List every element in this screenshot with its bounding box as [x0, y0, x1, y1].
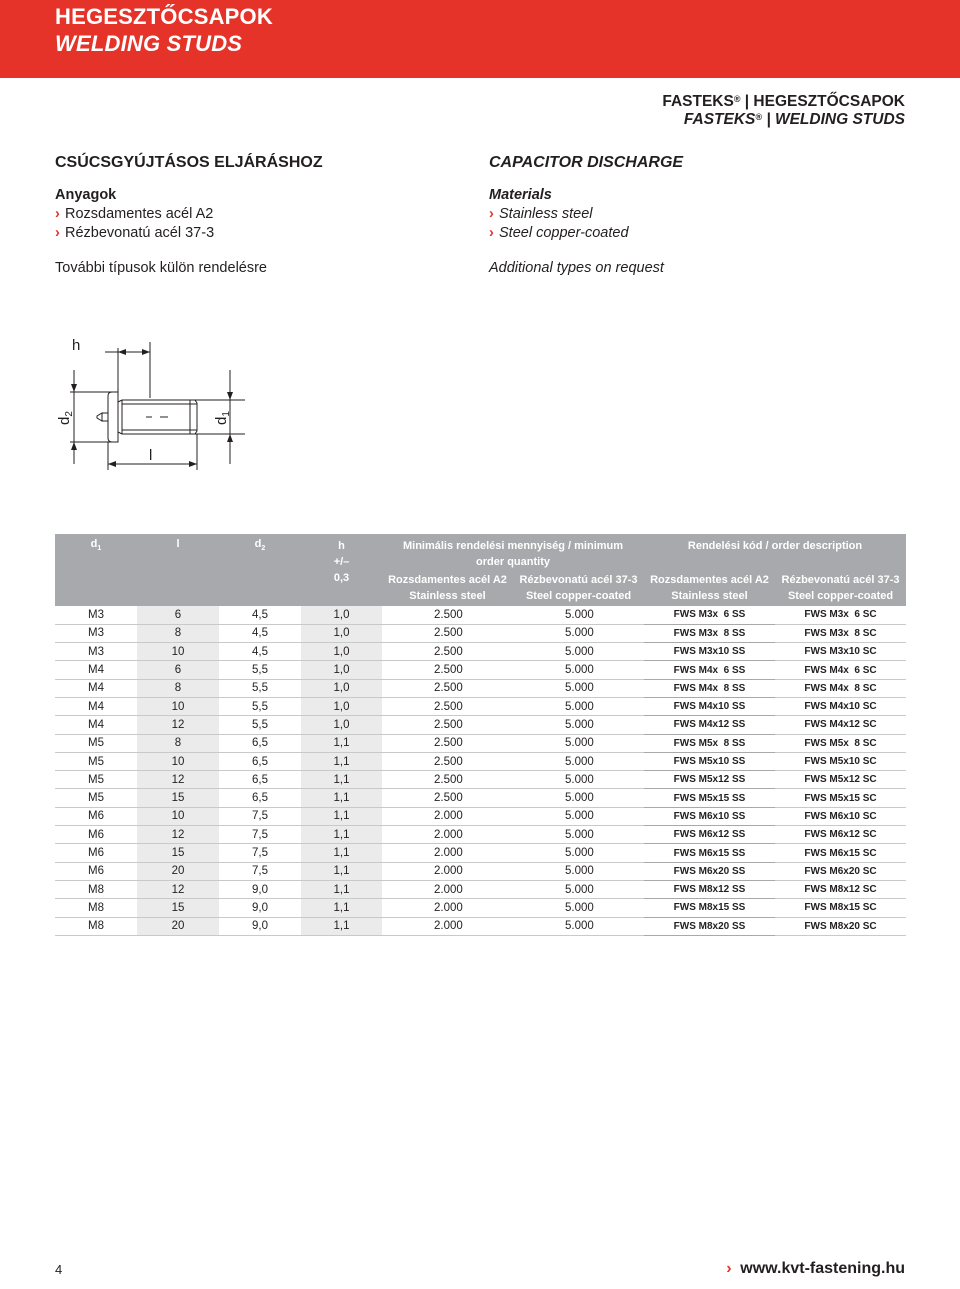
cell-h: 1,1 — [301, 789, 382, 807]
cell-code-copper: FWS M3x 8 SC — [775, 624, 906, 642]
cell-h: 1,1 — [301, 844, 382, 862]
cell-qty-copper: 5.000 — [513, 826, 644, 844]
cell-h: 1,0 — [301, 606, 382, 624]
cell-l: 10 — [137, 807, 219, 825]
material-item — [55, 224, 323, 243]
cell-code-copper: FWS M6x10 SC — [775, 807, 906, 825]
cell-d1: M6 — [55, 862, 137, 880]
cell-h: 1,0 — [301, 679, 382, 697]
cell-qty-copper: 5.000 — [513, 789, 644, 807]
cell-code-copper: FWS M6x20 SC — [775, 862, 906, 880]
cell-d2: 7,5 — [219, 807, 301, 825]
cell-d2: 7,5 — [219, 826, 301, 844]
cell-h: 1,0 — [301, 661, 382, 679]
cell-qty-stainless: 2.500 — [382, 734, 513, 752]
cell-qty-stainless: 2.500 — [382, 679, 513, 697]
cell-qty-copper: 5.000 — [513, 771, 644, 789]
cell-d2: 9,0 — [219, 899, 301, 917]
cell-l: 15 — [137, 844, 219, 862]
cell-code-stainless: FWS M6x20 SS — [644, 862, 775, 880]
cell-code-copper: FWS M8x20 SC — [775, 917, 906, 935]
cell-code-stainless: FWS M3x10 SS — [644, 643, 775, 661]
brand-name: FASTEKS — [683, 111, 756, 128]
label-d2-sub: 2 — [64, 411, 75, 417]
cell-d2: 4,5 — [219, 624, 301, 642]
cell-d2: 6,5 — [219, 752, 301, 770]
cell-d2: 4,5 — [219, 643, 301, 661]
cell-qty-stainless: 2.500 — [382, 716, 513, 734]
cell-qty-copper: 5.000 — [513, 716, 644, 734]
cell-code-stainless: FWS M8x12 SS — [644, 880, 775, 898]
table-row — [55, 679, 906, 697]
cell-d2: 9,0 — [219, 917, 301, 935]
cell-l: 12 — [137, 880, 219, 898]
note: Additional types on request — [489, 260, 664, 276]
cell-d1: M8 — [55, 917, 137, 935]
cell-code-copper: FWS M8x15 SC — [775, 899, 906, 917]
material-label: Rézbevonatú acél 37-3 — [65, 225, 215, 241]
cell-d2: 7,5 — [219, 844, 301, 862]
cell-l: 10 — [137, 697, 219, 715]
cell-h: 1,1 — [301, 917, 382, 935]
website-label: www.kvt-fastening.hu — [740, 1260, 905, 1277]
cell-d2: 5,5 — [219, 697, 301, 715]
table-row — [55, 789, 906, 807]
cell-code-stainless: FWS M5x15 SS — [644, 789, 775, 807]
cell-qty-copper: 5.000 — [513, 880, 644, 898]
cell-qty-stainless: 2.500 — [382, 771, 513, 789]
cell-qty-copper: 5.000 — [513, 697, 644, 715]
cell-code-copper: FWS M8x12 SC — [775, 880, 906, 898]
table-row — [55, 661, 906, 679]
cell-l: 8 — [137, 734, 219, 752]
cell-h: 1,1 — [301, 771, 382, 789]
cell-qty-stainless: 2.500 — [382, 624, 513, 642]
cell-code-stainless: FWS M5x12 SS — [644, 771, 775, 789]
banner-title-en: WELDING STUDS — [55, 31, 243, 56]
banner-title-hu: HEGESZTŐCSAPOK — [55, 4, 273, 29]
cell-qty-stainless: 2.000 — [382, 899, 513, 917]
cell-qty-stainless: 2.000 — [382, 880, 513, 898]
page-number: 4 — [55, 1262, 63, 1277]
header-l: l — [137, 534, 219, 606]
label-d1-sub: 1 — [221, 411, 232, 417]
brand-rest: | WELDING STUDS — [762, 111, 905, 128]
table-row — [55, 844, 906, 862]
section-title: CAPACITOR DISCHARGE — [489, 154, 684, 171]
cell-d1: M4 — [55, 716, 137, 734]
cell-code-stainless: FWS M4x12 SS — [644, 716, 775, 734]
svg-text:d2 — [56, 411, 75, 425]
cell-code-copper: FWS M6x12 SC — [775, 826, 906, 844]
cell-h: 1,1 — [301, 862, 382, 880]
registered-mark: ® — [733, 94, 741, 104]
cell-d1: M3 — [55, 643, 137, 661]
bullet-icon: › — [55, 225, 60, 241]
cell-d1: M5 — [55, 789, 137, 807]
label-l: l — [149, 447, 153, 464]
cell-h: 1,1 — [301, 752, 382, 770]
brand-name: FASTEKS — [662, 93, 734, 110]
cell-d1: M8 — [55, 899, 137, 917]
bullet-icon: › — [55, 206, 60, 222]
cell-d2: 6,5 — [219, 789, 301, 807]
column-en — [489, 154, 683, 276]
cell-l: 6 — [137, 606, 219, 624]
materials-title: Materials — [489, 187, 552, 203]
cell-qty-stainless: 2.000 — [382, 826, 513, 844]
bullet-icon: › — [489, 225, 494, 241]
cell-qty-copper: 5.000 — [513, 624, 644, 642]
cell-d1: M4 — [55, 697, 137, 715]
note: További típusok külön rendelésre — [55, 260, 267, 276]
cell-l: 12 — [137, 771, 219, 789]
cell-code-stainless: FWS M8x20 SS — [644, 917, 775, 935]
cell-l: 10 — [137, 752, 219, 770]
cell-qty-stainless: 2.500 — [382, 697, 513, 715]
svg-text:d1 — [213, 411, 232, 425]
cell-qty-stainless: 2.000 — [382, 917, 513, 935]
cell-d2: 6,5 — [219, 734, 301, 752]
cell-l: 8 — [137, 679, 219, 697]
column-hu — [55, 154, 323, 276]
header-sub-stainless-qty: Rozsdamentes acél A2 Stainless steel — [382, 572, 513, 606]
header-d1: $d_1$ — [55, 534, 137, 606]
label-h: h — [72, 337, 81, 354]
cell-l: 12 — [137, 716, 219, 734]
header-order-code: Rendelési kód / order description — [644, 534, 906, 572]
cell-qty-stainless: 2.500 — [382, 752, 513, 770]
cell-code-stainless: FWS M6x15 SS — [644, 844, 775, 862]
cell-qty-stainless: 2.000 — [382, 807, 513, 825]
table-row — [55, 862, 906, 880]
table-row — [55, 917, 906, 935]
cell-h: 1,1 — [301, 899, 382, 917]
header-h: h +/– 0,3 — [301, 534, 382, 606]
cell-qty-stainless: 2.500 — [382, 606, 513, 624]
cell-qty-copper: 5.000 — [513, 844, 644, 862]
cell-code-stainless: FWS M5x 8 SS — [644, 734, 775, 752]
cell-code-copper: FWS M4x10 SC — [775, 697, 906, 715]
cell-code-copper: FWS M5x 8 SC — [775, 734, 906, 752]
cell-d1: M6 — [55, 826, 137, 844]
cell-qty-copper: 5.000 — [513, 899, 644, 917]
cell-h: 1,1 — [301, 826, 382, 844]
cell-qty-copper: 5.000 — [513, 752, 644, 770]
stud-table-body — [55, 606, 906, 935]
bullet-icon: › — [726, 1260, 732, 1277]
header-min-qty: Minimális rendelési mennyiség / minimum order quantity — [382, 534, 644, 572]
cell-l: 8 — [137, 624, 219, 642]
cell-qty-copper: 5.000 — [513, 606, 644, 624]
stud-table — [55, 534, 906, 936]
cell-code-copper: FWS M5x15 SC — [775, 789, 906, 807]
cell-code-copper: FWS M4x 6 SC — [775, 661, 906, 679]
cell-h: 1,1 — [301, 880, 382, 898]
cell-d1: M5 — [55, 734, 137, 752]
cell-h: 1,1 — [301, 734, 382, 752]
cell-qty-stainless: 2.000 — [382, 844, 513, 862]
table-row — [55, 880, 906, 898]
cell-h: 1,0 — [301, 624, 382, 642]
cell-l: 20 — [137, 862, 219, 880]
brand-line-en — [684, 111, 905, 129]
cell-code-copper: FWS M4x 8 SC — [775, 679, 906, 697]
cell-d2: 5,5 — [219, 716, 301, 734]
cell-code-stainless: FWS M4x10 SS — [644, 697, 775, 715]
material-label: Steel copper-coated — [499, 225, 629, 241]
cell-qty-copper: 5.000 — [513, 807, 644, 825]
cell-l: 6 — [137, 661, 219, 679]
table-row — [55, 771, 906, 789]
table-row — [55, 807, 906, 825]
table-row — [55, 624, 906, 642]
cell-d1: M3 — [55, 624, 137, 642]
table-row — [55, 899, 906, 917]
label-d1: d — [213, 416, 230, 425]
cell-qty-copper: 5.000 — [513, 917, 644, 935]
cell-h: 1,0 — [301, 716, 382, 734]
cell-d1: M3 — [55, 606, 137, 624]
cell-code-stainless: FWS M5x10 SS — [644, 752, 775, 770]
cell-code-stainless: FWS M4x 8 SS — [644, 679, 775, 697]
cell-qty-copper: 5.000 — [513, 734, 644, 752]
table-row — [55, 716, 906, 734]
cell-h: 1,0 — [301, 643, 382, 661]
cell-qty-copper: 5.000 — [513, 679, 644, 697]
label-d2: d — [56, 416, 73, 425]
section-title: CSÚCSGYÚJTÁSOS ELJÁRÁSHOZ — [55, 154, 323, 171]
table-row — [55, 697, 906, 715]
cell-d1: M6 — [55, 807, 137, 825]
cell-d1: M5 — [55, 771, 137, 789]
table-row — [55, 752, 906, 770]
cell-l: 10 — [137, 643, 219, 661]
cell-d2: 6,5 — [219, 771, 301, 789]
website-link[interactable] — [726, 1260, 905, 1278]
stud-dimension-diagram — [50, 330, 260, 480]
material-label: Stainless steel — [499, 206, 593, 222]
header-sub-copper-code: Rézbevonatú acél 37-3 Steel copper-coated — [775, 572, 906, 606]
table-row — [55, 826, 906, 844]
cell-code-stainless: FWS M8x15 SS — [644, 899, 775, 917]
cell-code-stainless: FWS M4x 6 SS — [644, 661, 775, 679]
bullet-icon: › — [489, 206, 494, 222]
brand-line-hu — [662, 93, 905, 111]
cell-qty-copper: 5.000 — [513, 661, 644, 679]
cell-code-stainless: FWS M3x 8 SS — [644, 624, 775, 642]
cell-d1: M4 — [55, 679, 137, 697]
cell-qty-copper: 5.000 — [513, 862, 644, 880]
cell-qty-stainless: 2.000 — [382, 862, 513, 880]
cell-d1: M4 — [55, 661, 137, 679]
cell-d2: 5,5 — [219, 661, 301, 679]
cell-code-stainless: FWS M3x 6 SS — [644, 606, 775, 624]
cell-qty-stainless: 2.500 — [382, 789, 513, 807]
top-banner — [0, 0, 960, 78]
cell-d2: 9,0 — [219, 880, 301, 898]
cell-code-copper: FWS M5x10 SC — [775, 752, 906, 770]
brand-rest: | HEGESZTŐCSAPOK — [740, 93, 905, 110]
cell-l: 15 — [137, 899, 219, 917]
stud-table-wrap — [55, 534, 906, 936]
registered-mark: ® — [755, 112, 763, 122]
material-item — [55, 205, 323, 224]
cell-d2: 5,5 — [219, 679, 301, 697]
cell-l: 15 — [137, 789, 219, 807]
cell-code-copper: FWS M3x10 SC — [775, 643, 906, 661]
cell-d2: 4,5 — [219, 606, 301, 624]
cell-code-copper: FWS M4x12 SC — [775, 716, 906, 734]
cell-h: 1,0 — [301, 697, 382, 715]
cell-l: 12 — [137, 826, 219, 844]
cell-qty-copper: 5.000 — [513, 643, 644, 661]
table-row — [55, 643, 906, 661]
cell-d2: 7,5 — [219, 862, 301, 880]
material-item — [489, 205, 683, 224]
header-d2: $d_2$ — [219, 534, 301, 606]
table-row — [55, 734, 906, 752]
cell-h: 1,1 — [301, 807, 382, 825]
cell-code-copper: FWS M6x15 SC — [775, 844, 906, 862]
cell-code-copper: FWS M5x12 SC — [775, 771, 906, 789]
cell-d1: M5 — [55, 752, 137, 770]
cell-code-stainless: FWS M6x10 SS — [644, 807, 775, 825]
cell-qty-stainless: 2.500 — [382, 661, 513, 679]
cell-l: 20 — [137, 917, 219, 935]
cell-d1: M8 — [55, 880, 137, 898]
cell-qty-stainless: 2.500 — [382, 643, 513, 661]
material-label: Rozsdamentes acél A2 — [65, 206, 214, 222]
header-sub-copper-qty: Rézbevonatú acél 37-3 Steel copper-coated — [513, 572, 644, 606]
material-item — [489, 224, 683, 243]
cell-code-stainless: FWS M6x12 SS — [644, 826, 775, 844]
materials-title: Anyagok — [55, 187, 117, 203]
cell-d1: M6 — [55, 844, 137, 862]
header-sub-stainless-code: Rozsdamentes acél A2 Stainless steel — [644, 572, 775, 606]
cell-code-copper: FWS M3x 6 SC — [775, 606, 906, 624]
table-row — [55, 606, 906, 624]
